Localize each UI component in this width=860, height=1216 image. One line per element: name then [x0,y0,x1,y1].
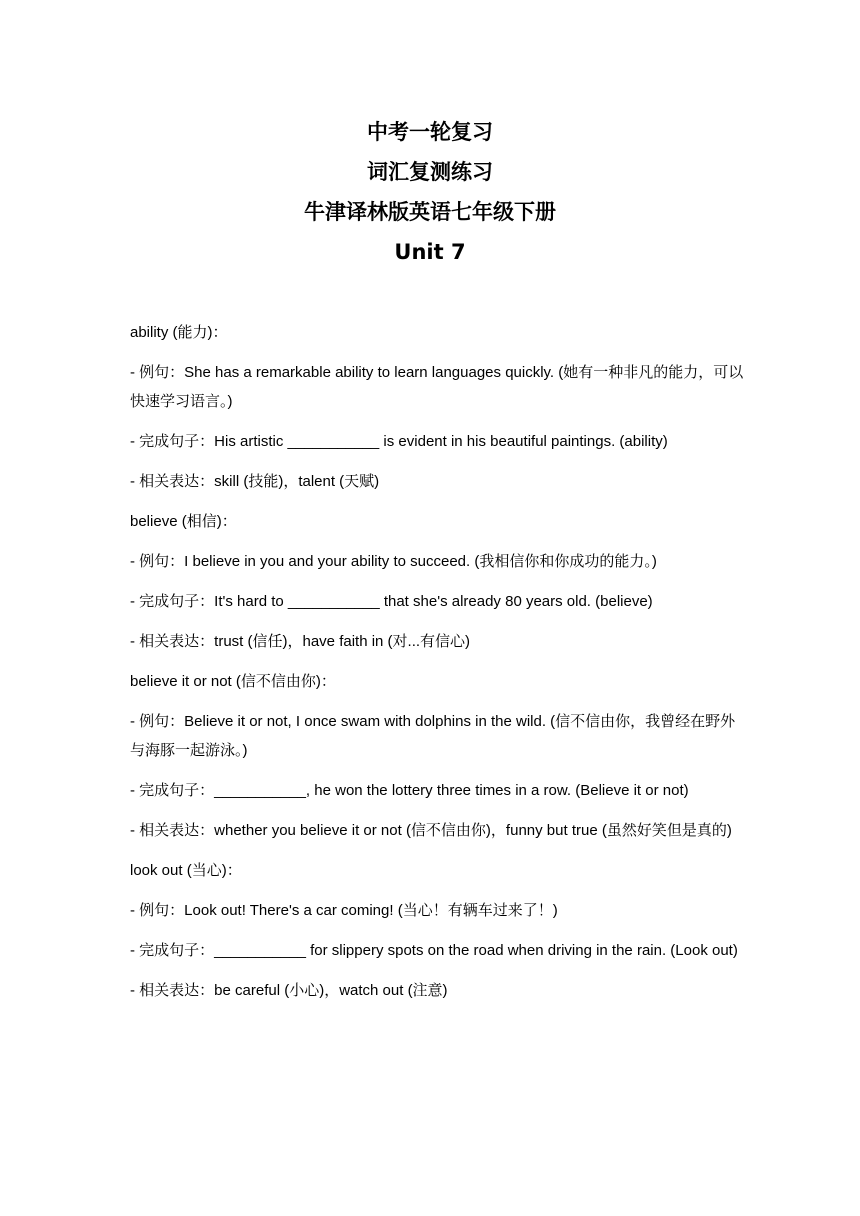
example-sentence: - 例句：Believe it or not, I once swam with dolphins in the wild. (信不信由你，我曾经在野外与海豚一起游泳。) [130,713,736,759]
title-block [0,112,860,272]
vocab-entry-believe [130,507,745,656]
vocab-entry-look-out [130,856,745,1005]
fill-in-sentence: - 完成句子：___________, he won the lottery three times in a row. (Believe it or not) [130,782,689,799]
related-expressions: - 相关表达：be careful (小心)，watch out (注意) [130,982,448,999]
vocab-word: ability (能力)： [130,324,228,341]
related-expressions: - 相关表达：skill (技能)，talent (天赋) [130,473,380,490]
example-sentence: - 例句：I believe in you and your ability to succeed. (我相信你和你成功的能力。) [130,553,657,570]
vocab-entry-believe-it-or-not [130,667,745,845]
related-expressions: - 相关表达：whether you believe it or not (信不信由你)，funny but true (虽然好笑但是真的) [130,822,732,839]
title-vocabulary-practice: 词汇复测练习 [367,160,493,184]
title-review: 中考一轮复习 [367,120,493,144]
vocabulary-list [130,318,745,1016]
vocab-word: believe it or not (信不信由你)： [130,673,336,690]
vocab-entry-ability [130,318,745,496]
vocab-word: look out (当心)： [130,862,242,879]
vocab-word: believe (相信)： [130,513,237,530]
example-sentence: - 例句：She has a remarkable ability to learn languages quickly. (她有一种非凡的能力，可以快速学习语言。) [130,364,744,410]
related-expressions: - 相关表达：trust (信任)，have faith in (对...有信心) [130,633,471,650]
fill-in-sentence: - 完成句子：His artistic ___________ is evident in his beautiful paintings. (ability) [130,433,668,450]
fill-in-sentence: - 完成句子：It's hard to ___________ that she's already 80 years old. (believe) [130,593,653,610]
fill-in-sentence: - 完成句子：___________ for slippery spots on the road when driving in the rain. (Look out) [130,942,738,959]
example-sentence: - 例句：Look out! There's a car coming! (当心！有辆车过来了！) [130,902,558,919]
title-unit: Unit 7 [394,240,466,264]
title-textbook: 牛津译林版英语七年级下册 [304,200,556,224]
